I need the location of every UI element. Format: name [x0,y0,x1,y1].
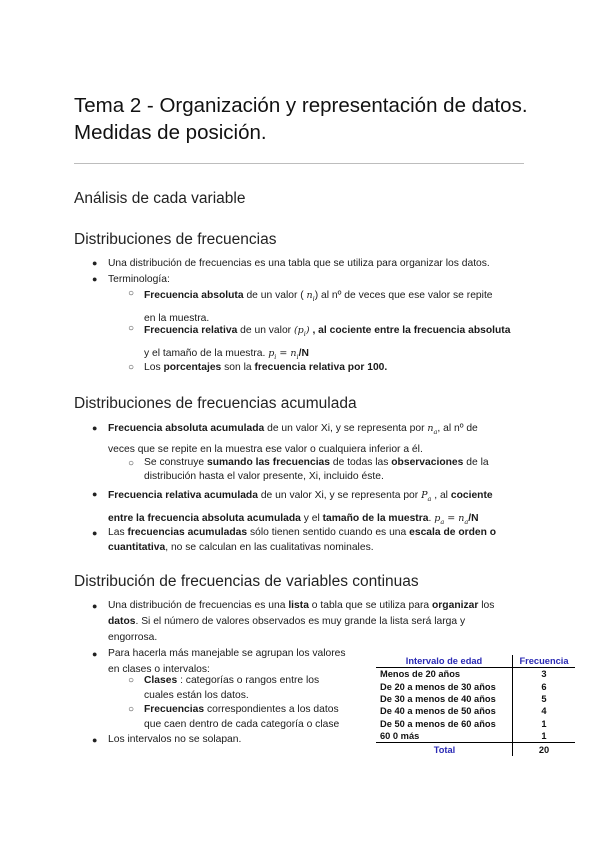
row-label: De 30 a menos de 40 años [380,693,496,704]
table-header-row [376,655,575,668]
list-item [108,256,528,272]
math-var: ) [305,325,310,336]
text: y el tamaño de la muestra. [144,347,269,359]
bullet-icon: ● [92,258,98,268]
text: Para hacerla más manejable se agrupan los valores [108,648,346,659]
text: Los [144,362,164,373]
row-value: 6 [513,680,576,692]
text: de todas las [330,457,392,468]
math-sub: i [274,352,277,361]
term: porcentajes [163,362,222,373]
row-value: 4 [513,705,576,717]
math-sub: a [440,517,445,526]
bullet-icon: ● [92,528,98,538]
list-item-frecuencias-acumuladas [108,525,533,555]
bullet-icon: ● [92,489,98,499]
header-intervalo: Intervalo de edad [376,655,513,668]
circle-bullet-icon: ○ [128,704,135,715]
text: veces que se repite en la muestra ese valor o cualquiera inferior a él. [108,443,423,455]
text: de un valor Xi, y se representa por [264,423,428,434]
text: de un valor ( [243,290,307,301]
text: , al nº de [437,423,478,434]
text: . [428,512,435,524]
page-title-line-2: Medidas de posición. [74,121,267,144]
term: Frecuencia absoluta acumulada [108,423,265,434]
text: Los intervalos no se solapan. [108,734,242,745]
bullet-icon: ● [92,735,98,745]
math-symbol [421,490,431,501]
text: los [478,600,495,611]
heading-acumulada: Distribuciones de frecuencias acumulada [74,395,357,412]
text: , al cociente entre la frecuencia absoluta [309,325,511,336]
text: de un valor Xi, y se representa por [257,490,422,501]
text: , no se calculan en las cualitativas nominales. [165,542,374,553]
term: cuantitativa [108,542,166,553]
row-label: De 20 a menos de 30 años [380,681,496,692]
list-item-porcentajes [144,360,534,376]
math-symbol [294,325,310,336]
list-item-text: Terminología: [108,274,170,285]
row-value: 1 [513,730,576,743]
row-label: Menos de 20 años [380,669,461,680]
circle-bullet-icon: ○ [128,362,135,373]
term: tamaño de la muestra [322,512,429,524]
bullet-icon: ● [92,274,98,284]
math-var: P [421,490,428,501]
circle-bullet-icon: ○ [128,288,135,299]
term: cociente [450,490,493,501]
term: Frecuencias [144,704,205,715]
text: Se construye [144,457,207,468]
term: Frecuencia relativa [144,325,238,336]
term: frecuencia relativa por 100. [254,362,388,373]
term: datos [108,616,136,627]
table-row [376,718,575,730]
text: , al [431,490,451,501]
header-frecuencia: Frecuencia [513,655,576,668]
math-var: = n [276,347,297,359]
bullet-icon: ● [92,601,98,611]
text: o tabla que se utiliza para [308,600,432,611]
text: /N [298,347,309,359]
circle-bullet-icon: ○ [128,323,135,334]
text: correspondientes a los datos [204,704,339,715]
row-value: 5 [513,693,576,705]
text: que caen dentro de cada categoría o clase [144,719,340,730]
text: de la [463,457,489,468]
text: distribución hasta el valor presente, Xi, incluido éste. [144,471,384,482]
math-symbol [307,290,315,301]
math-symbol [427,423,437,434]
total-value: 20 [513,743,576,756]
frequency-table [376,655,575,756]
math-formula [434,513,468,524]
math-var: n [306,290,313,301]
row-label: De 50 a menos de 60 años [380,718,496,729]
math-var: (p [293,325,304,336]
row-label: 60 0 más [380,731,420,742]
math-var: n [427,423,434,434]
text: ) al nº de veces que ese valor se repite [314,290,493,301]
row-value: 3 [513,668,576,681]
text: engorrosa. [108,632,158,643]
text: . Si el número de valores observados es muy grande la lista será larga y [135,616,466,627]
text: en la muestra. [144,312,210,324]
text: de un valor [237,325,294,336]
text: son la [221,362,255,373]
table-row [376,730,575,743]
math-sub: a [427,494,432,503]
circle-bullet-icon: ○ [128,675,135,686]
text: : categorías o rangos entre los [177,675,320,686]
table-row [376,693,575,705]
math-sub: a [433,427,438,436]
term: frecuencias acumuladas [127,527,248,538]
term: organizar [432,600,479,611]
heading-analisis: Análisis de cada variable [74,190,246,207]
term: escala de orden o [409,527,497,538]
text: Una distribución de frecuencias es una [108,600,289,611]
horizontal-divider [74,163,524,164]
term: sumando las frecuencias [206,457,331,468]
list-item-frecuencia-absoluta-acumulada [108,420,528,459]
list-item-sumando-frecuencias [144,456,528,484]
row-label: De 40 a menos de 50 años [380,706,496,717]
list-item-intervalos [108,732,368,748]
circle-bullet-icon: ○ [128,458,135,469]
table-total-row [376,743,575,756]
term: observaciones [391,457,464,468]
math-var: = n [444,512,465,524]
page-title-line-1: Tema 2 - Organización y representación de datos. [74,94,528,117]
list-item-text: Una distribución de frecuencias es una tabla que se utiliza para organizar los datos. [108,258,490,269]
math-sub: i [312,294,315,303]
list-item-clases [144,673,366,703]
math-sub: a [464,517,469,526]
bullet-icon: ● [92,649,98,659]
math-var: p [268,347,275,359]
heading-distribuciones: Distribuciones de frecuencias [74,231,277,248]
text: cuales están los datos. [144,690,249,701]
row-value: 1 [513,718,576,730]
text: Las [108,527,128,538]
page-title [74,92,544,146]
term: Frecuencia absoluta [144,290,244,301]
term: entre la frecuencia absoluta acumulada [108,512,301,524]
math-sub: i [296,352,299,361]
math-formula [268,348,298,359]
math-sub: i [303,329,306,338]
math-var: p [434,512,441,524]
text: /N [468,512,479,524]
total-label: Total [376,743,513,756]
text: y el [300,512,323,524]
text: sólo tienen sentido cuando es una [247,527,410,538]
bullet-icon: ● [92,423,98,433]
term: Frecuencia relativa acumulada [108,490,258,501]
list-item-lista [108,598,528,646]
term: lista [288,600,309,611]
text: en clases o intervalos: [108,664,210,675]
list-item-frecuencias [144,702,366,732]
term: Clases [144,675,178,686]
table-row [376,680,575,692]
table-row [376,705,575,717]
table-row [376,668,575,681]
heading-continuas: Distribución de frecuencias de variables continuas [74,573,419,590]
